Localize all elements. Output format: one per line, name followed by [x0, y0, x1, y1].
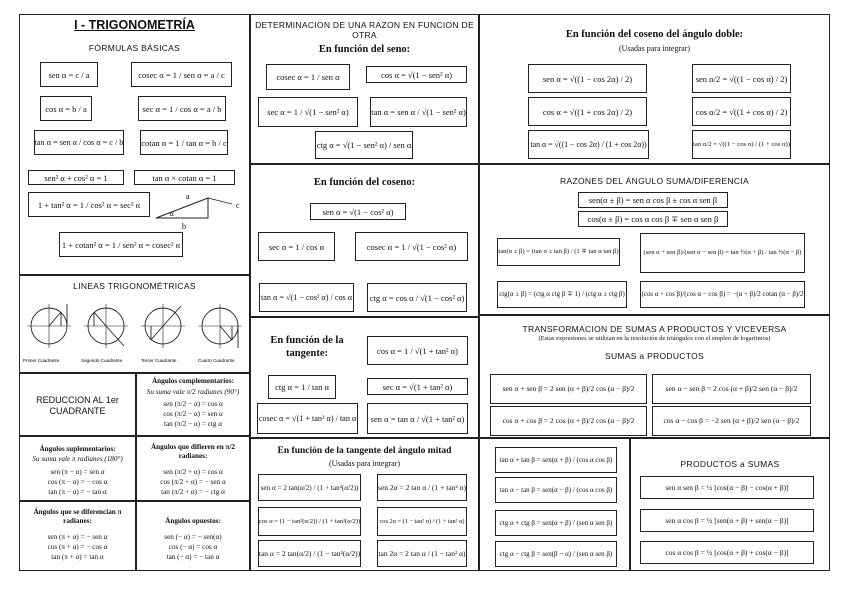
sumas-productos-formula: cos α + cos β = 2 cos (α + β)/2 cos (α − β)/2: [490, 406, 647, 436]
suma-formula: tan(α ± β) = (tan α ± tan β) / (1 ∓ tan α tan β): [497, 238, 620, 266]
quadrant-label: Primer Cuadrante: [23, 358, 60, 363]
basic-formula: sec α = 1 / cos α = a / b: [138, 96, 226, 121]
productos-formula: sen α cos β = ½ [sen(α + β) + sen(α − β)]: [640, 509, 814, 532]
identity-formula: 1 + tan² α = 1 / cos² α = sec² α: [28, 192, 150, 217]
formulas-basicas-heading: FÓRMULAS BÁSICAS: [88, 43, 181, 53]
basic-formula: cotan α = 1 / tan α = b / c: [140, 130, 228, 155]
quadrant-2-diagram: [84, 304, 128, 348]
complementarios-line: cos (π/2 − α) = sen α: [163, 410, 223, 418]
coseno-formula: tan α = √(1 − cos² α) / cos α: [259, 283, 354, 312]
tan-sum-formula: tan α − tan β = sen(α − β) / (cos α cos β): [495, 477, 617, 503]
productos-formula: cos α cos β = ½ [cos(α + β) + cos(α − β)]: [640, 541, 814, 564]
triangle-label-b: b: [182, 222, 186, 231]
coseno-heading: En función del coseno:: [313, 177, 416, 188]
tangente-formula: cos α = 1 / √(1 + tan² α): [367, 336, 468, 365]
suplementarios-line: sen (π − α) = sen α: [50, 468, 105, 476]
main-title: I - TRIGONOMETRÍA: [74, 18, 195, 32]
suma-diferencia-heading: RAZONES DEL ÁNGULO SUMA/DIFERENCIA: [560, 176, 749, 186]
difieren-pi-title: Ángulos que se diferencian π radianes:: [33, 508, 122, 526]
lineas-heading: LINEAS TRIGONOMÉTRICAS: [73, 281, 196, 291]
basic-formula: cos α = b / a: [40, 96, 92, 121]
quadrant-1-diagram: [27, 304, 71, 348]
suma-formula: (cos α + cos β)/(cos α − cos β) = −(α + β)/2 cotan (α − β)/2: [640, 281, 805, 308]
mitad-formula: sen α = 2 tan(α/2) / (1 + tan²(α/2)): [258, 474, 361, 501]
tan-sum-formula: ctg α − ctg β = sen(β − α) / (sen α sen β): [495, 541, 617, 567]
quadrant-label: Cuarto Cuadrante: [198, 358, 235, 363]
mitad-note: (Usadas para integrar): [328, 459, 401, 468]
suma-formula: ctg(α ± β) = (ctg α ctg β ∓ 1) / (ctg α ± ctg β): [497, 281, 627, 308]
angulo-doble-note: (Usadas para integrar): [618, 44, 691, 53]
basic-formula: tan α = sen α / cos α = c / b: [34, 130, 124, 155]
opuestos-line: cos (− α) = cos α: [168, 543, 218, 551]
seno-formula: cosec α = 1 / sen α: [266, 64, 350, 90]
identity-formula: sen² α + cos² α = 1: [28, 170, 124, 185]
tan-sum-formula: tan α + tan β = sen(α + β) / (cos α cos β): [495, 447, 617, 473]
angulo-doble-formula: tan α = √((1 − cos 2α) / (1 + cos 2α)): [528, 130, 649, 159]
quadrant-diagrams: [21, 296, 248, 366]
difieren-half-line: cos (π/2 + α) = − sen α: [160, 478, 226, 486]
difieren-half-title: Ángulos que difieren en π/2 radianes:: [150, 443, 236, 461]
identity-formula: 1 + cotan² α = 1 / sen² α = cosec² α: [59, 232, 183, 257]
coseno-formula: sen α = √(1 − cos² α): [310, 203, 406, 220]
quadrant-4-diagram: [198, 304, 242, 348]
coseno-formula: cosec α = 1 / √(1 − cos² α): [355, 232, 468, 261]
right-triangle-diagram: [152, 188, 246, 232]
suma-formula: cos(α ± β) = cos α cos β ∓ sen α sen β: [578, 211, 728, 227]
basic-formula: sen α = c / a: [40, 62, 98, 87]
mitad-heading: En función de la tangente del ángulo mitad: [277, 446, 452, 456]
suma-formula: (sen α + sen β)/(sen α − sen β) = tan ½(α + β) / tan ½(α − β): [640, 233, 805, 273]
complementarios-line: sen (π/2 − α) = cos α: [163, 400, 223, 408]
sumas-productos-formula: cos α − cos β = −2 sen (α + β)/2 sen (α − β)/2: [652, 406, 811, 436]
difieren-pi-line: sen (π + α) = − sen α: [47, 533, 108, 541]
determinacion-heading: DETERMINACION DE UNA RAZON EN FUNCION DE OTRA: [255, 20, 474, 40]
quadrant-label: Segundo Cuadrante: [81, 358, 123, 363]
tangente-formula: cosec α = √(1 + tan² α) / tan α: [257, 403, 358, 434]
difieren-half-line: sen (π/2 + α) = cos α: [163, 468, 223, 476]
quadrant-3-diagram: [141, 304, 185, 348]
suplementarios-line: tan (π − α) = − tan α: [48, 488, 107, 496]
opuestos-title: Ángulos opuestos:: [165, 517, 221, 525]
mitad-formula: sen 2α = 2 tan α / (1 + tan² α): [377, 474, 467, 501]
mitad-formula: cos 2α = (1 − tan² α) / (1 + tan² α): [377, 507, 467, 536]
transformacion-heading: TRANSFORMACION DE SUMAS A PRODUCTOS Y VICEVERSA: [522, 324, 787, 334]
sumas-productos-formula: sen α − sen β = 2 cos (α + β)/2 sen (α − β)/2: [652, 374, 811, 404]
tangente-formula: sec α = √(1 + tan² α): [367, 378, 468, 395]
suma-formula: sen(α ± β) = sen α cos β ± cos α sen β: [578, 192, 728, 208]
seno-formula: sec α = 1 / √(1 − sen² α): [258, 97, 358, 127]
mitad-formula: tan α = 2 tan(α/2) / (1 − tan²(α/2)): [258, 540, 361, 567]
mitad-formula: tan 2α = 2 tan α / (1 − tan² α): [377, 540, 467, 567]
angulo-doble-formula: cos α = √((1 + cos 2α) / 2): [528, 97, 647, 126]
suplementarios-line: cos (π − α) = − cos α: [47, 478, 108, 486]
tangente-formula: ctg α = 1 / tan α: [268, 375, 336, 399]
angulo-doble-formula: tan α/2 = √((1 − cos α) / (1 + cos α)): [692, 130, 791, 159]
complementarios-title: Ángulos complementarios:: [151, 377, 235, 385]
angulo-doble-formula: cos α/2 = √((1 + cos α) / 2): [692, 97, 791, 126]
productos-heading: PRODUCTOS a SUMAS: [680, 459, 780, 469]
tan-sum-formula: ctg α + ctg β = sen(α + β) / (sen α sen β): [495, 510, 617, 536]
productos-formula: sen α sen β = ½ [cos(α − β) − cos(α + β)]: [640, 476, 814, 499]
complementarios-line: tan (π/2 − α) = ctg α: [164, 420, 222, 428]
mitad-formula: cos α = (1 − tan²(α/2)) / (1 + tan²(α/2)): [258, 507, 361, 536]
tangente-heading: En función de la tangente:: [270, 335, 344, 359]
complementarios-note: Su suma vale π/2 radianes (90°): [146, 388, 240, 396]
difieren-pi-line: cos (π + α) = − cos α: [47, 543, 108, 551]
seno-formula: tan α = sen α / √(1 − sen² α): [370, 97, 467, 127]
difieren-half-line: tan (π/2 + α) = − ctg α: [161, 488, 225, 496]
triangle-label-alpha: α: [170, 210, 174, 218]
angulo-doble-heading: En función del coseno del ángulo doble:: [565, 29, 744, 40]
tangente-formula: sen α = tan α / √(1 + tan² α): [367, 403, 468, 434]
seno-formula: ctg α = √(1 − sen² α) / sen α: [315, 131, 413, 159]
coseno-formula: ctg α = cos α / √(1 − cos² α): [367, 283, 467, 312]
sumas-productos-formula: sen α + sen β = 2 sen (α + β)/2 cos (α − β)/2: [490, 374, 647, 404]
angulo-doble-formula: sen α/2 = √((1 − cos α) / 2): [692, 64, 791, 93]
identity-formula: tan α × cotan α = 1: [134, 170, 235, 185]
coseno-formula: sec α = 1 / cos α: [258, 232, 335, 261]
opuestos-line: tan (− α) = − tan α: [166, 553, 220, 561]
triangle-label-a: a: [186, 192, 190, 201]
angulo-doble-formula: sen α = √((1 − cos 2α) / 2): [528, 64, 647, 93]
sumas-productos-heading: SUMAS a PRODUCTOS: [605, 351, 704, 361]
seno-formula: cos α = √(1 − sen² α): [366, 66, 467, 83]
quadrant-label: Tercer Cuadrante: [141, 358, 177, 363]
seno-heading: En función del seno:: [318, 44, 411, 55]
reduccion-heading: REDUCCION AL 1er CUADRANTE: [36, 395, 119, 416]
difieren-pi-line: tan (π + α) = tan α: [51, 553, 104, 561]
suplementarios-note: Su suma vale π radianes (180°): [32, 455, 123, 463]
triangle-label-c: c: [236, 201, 240, 210]
transformacion-note: (Estas expresiones se utilizan en la resolución de triángulos con el empleo de logaritmos): [538, 335, 771, 342]
basic-formula: cosec α = 1 / sen α = a / c: [131, 62, 232, 87]
opuestos-line: sen (− α) = − sen(α): [164, 533, 222, 541]
suplementarios-title: Ángulos suplementarios:: [39, 445, 116, 453]
